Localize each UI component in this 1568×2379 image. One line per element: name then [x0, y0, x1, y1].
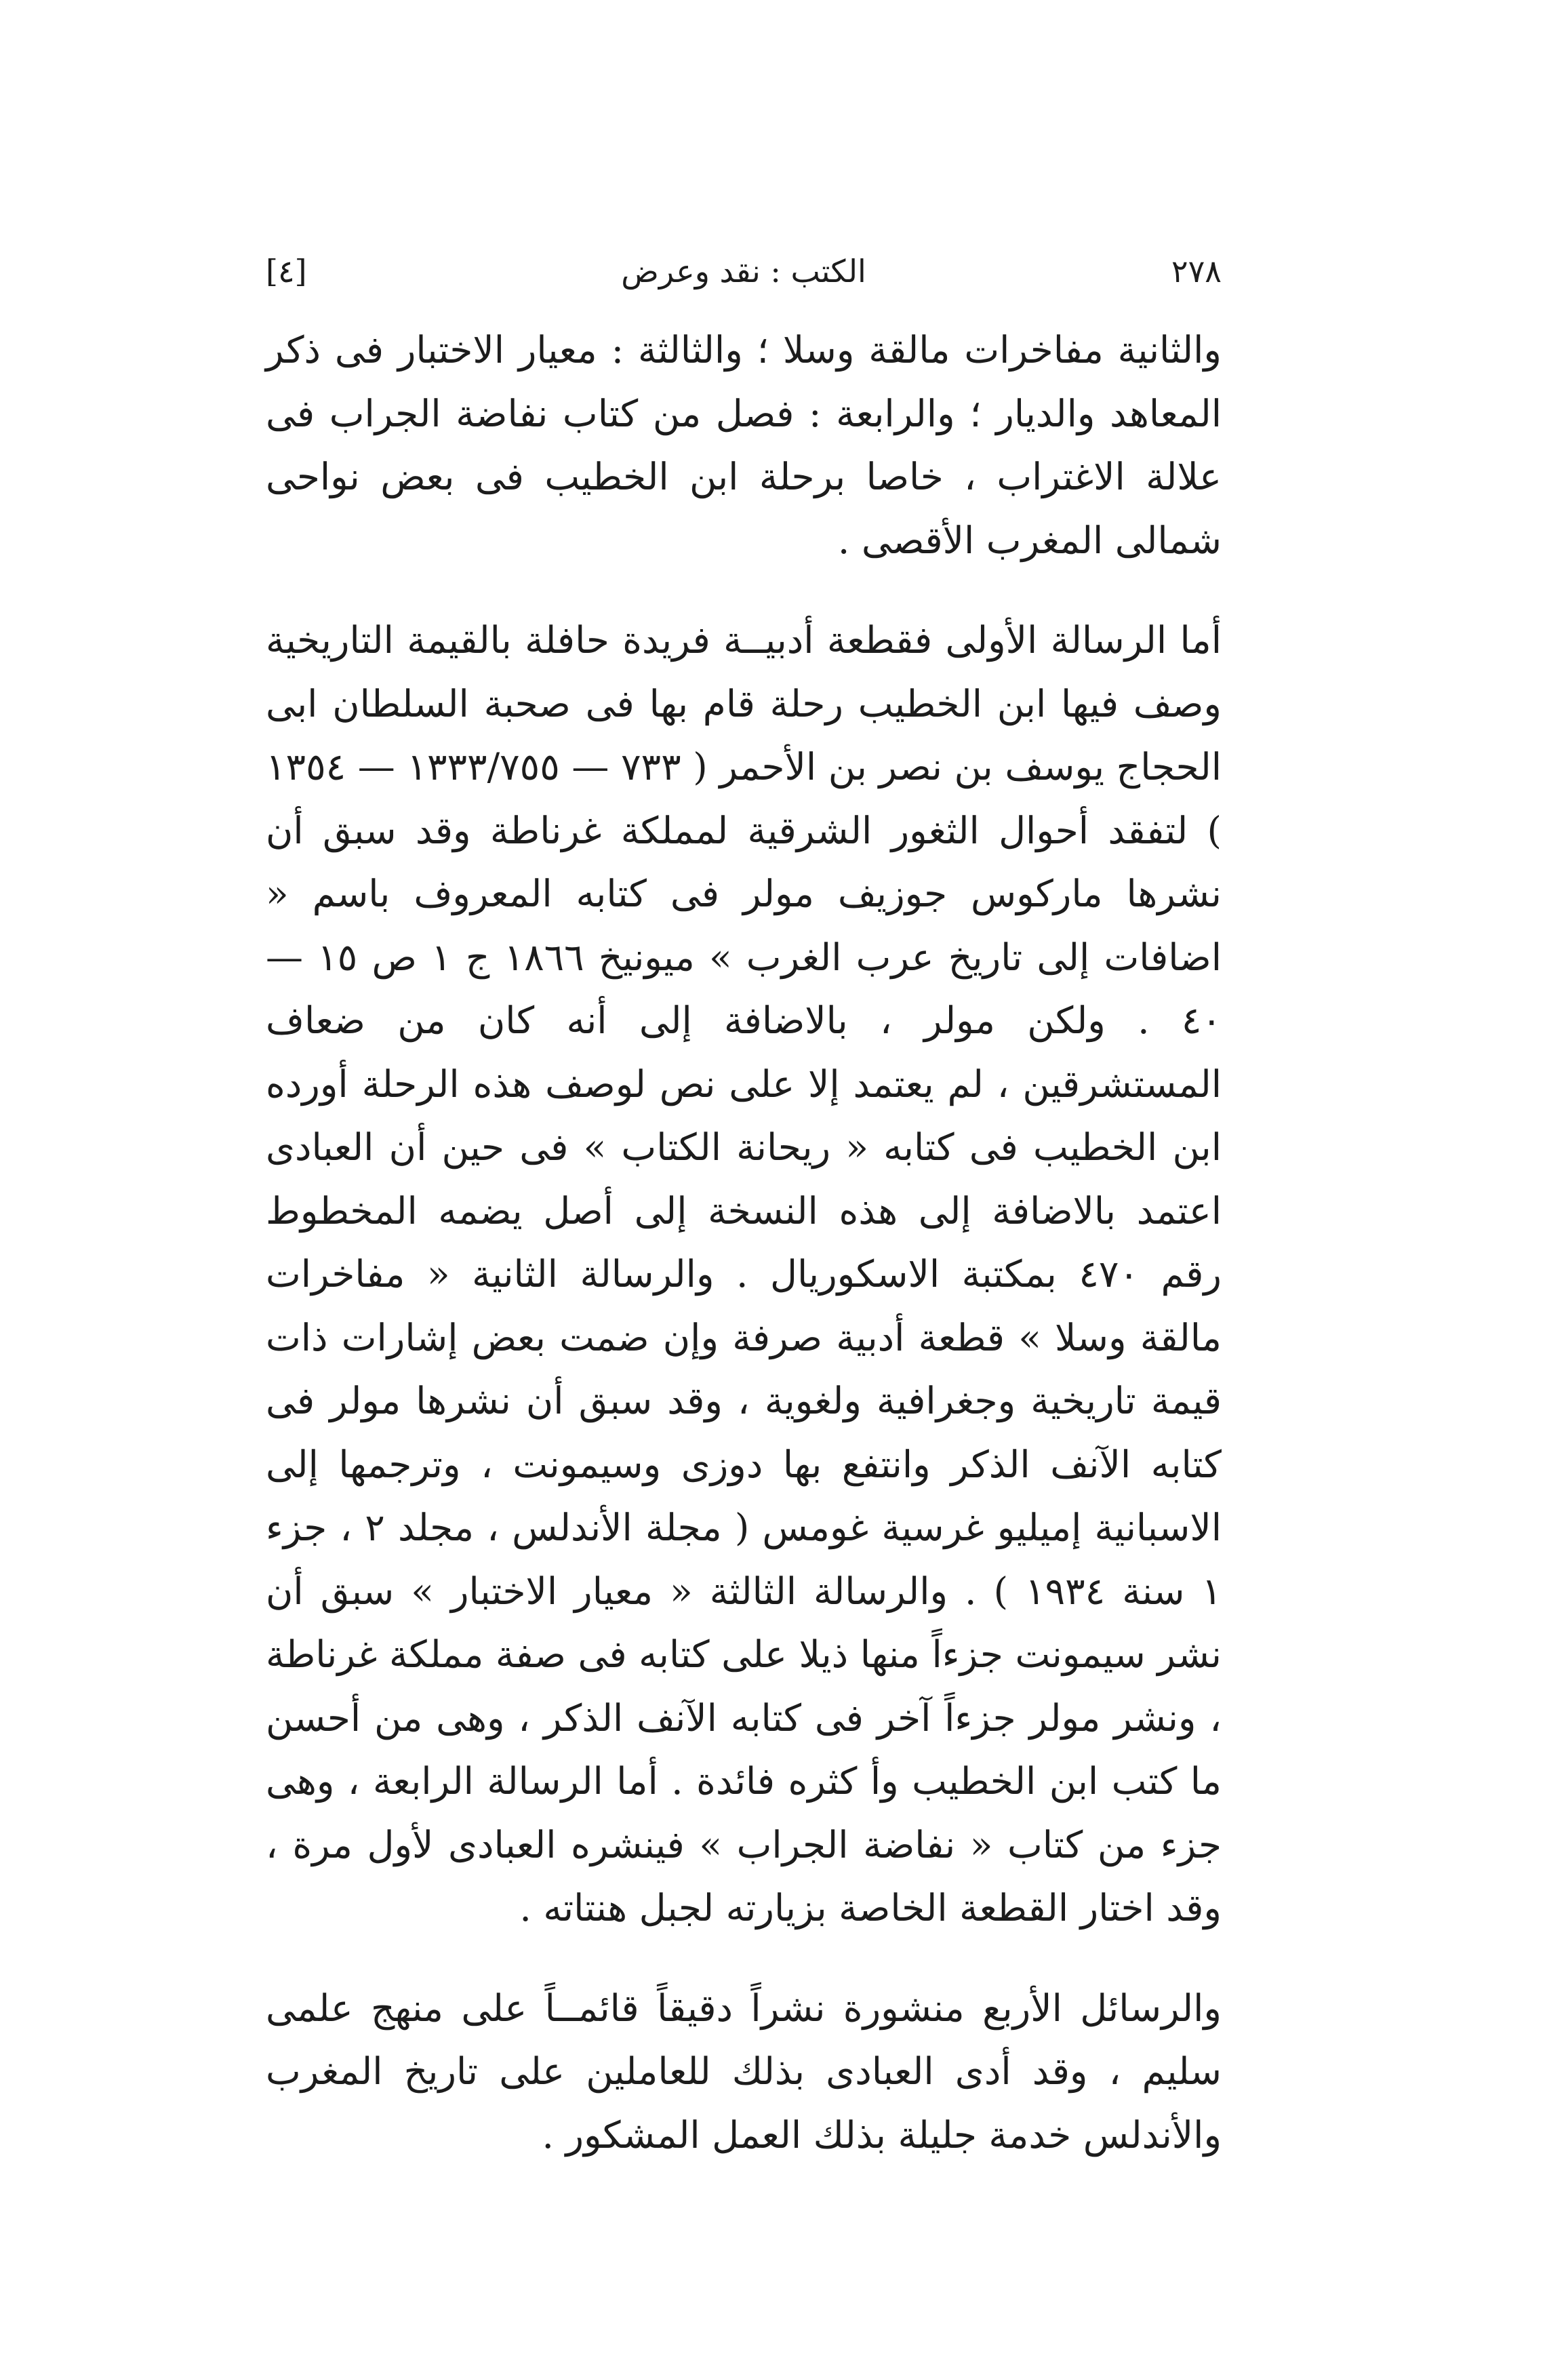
- running-title: الكتب : نقد وعرض: [621, 253, 866, 289]
- body-text: [266, 319, 1222, 2167]
- running-header: [266, 244, 1222, 298]
- page-number: ٢٧٨: [1171, 253, 1222, 289]
- paragraph-first-letter: أما الرسالة الأولى فقطعة أدبيــة فريدة حافلة بالقيمة التاريخية وصف فيها ابن الخطيب رحلة قام بها فى صحبة السلطان ابى الحجاج يوسف بن نصر بن الأحمر ( ٧٣٣ — ١٣٣٣/٧٥٥ — ١٣٥٤ ) لتفقد أحوال الثغور الشرقية لمملكة غرناطة وقد سبق أن نشرها ماركوس جوزيف مولر فى كتابه المعروف باسم « اضافات إلى تاريخ عرب الغرب » ميونيخ ١٨٦٦ ج ١ ص ١٥ — ٤٠ . ولكن مولر ، بالاضافة إلى أنه كان من ضعاف المستشرقين ، لم يعتمد إلا على نص لوصف هذه الرحلة أورده ابن الخطيب فى كتابه « ريحانة الكتاب » فى حين أن العبادى اعتمد بالاضافة إلى هذه النسخة إلى أصل يضمه المخطوط رقم ٤٧٠ بمكتبة الاسكوريال . والرسالة الثانية « مفاخرات مالقة وسلا » قطعة أدبية صرفة وإن ضمت بعض إشارات ذات قيمة تاريخية وجغرافية ولغوية ، وقد سبق أن نشرها مولر فى كتابه الآنف الذكر وانتفع بها دوزى وسيمونت ، وترجمها إلى الاسبانية إميليو غرسية غومس ( مجلة الأندلس ، مجلد ٢ ، جزء ١ سنة ١٩٣٤ ) . والرسالة الثالثة « معيار الاختبار » سبق أن نشر سيمونت جزءاً منها ذيلا على كتابه فى صفة مملكة غرناطة ، ونشر مولر جزءاً آخر فى كتابه الآنف الذكر ، وهى من أحسن ما كتب ابن الخطيب وأ كثره فائدة . أما الرسالة الرابعة ، وهى جزء من كتاب « نفاضة الجراب » فينشره العبادى لأول مرة ، وقد اختار القطعة الخاصة بزيارته لجبل هنتاته .: [266, 618, 1222, 1930]
- paragraph-conclusion: والرسائل الأربع منشورة نشراً دقيقاً قائمــاً على منهج علمى سليم ، وقد أدى العبادى بذلك للعاملين على تاريخ المغرب والأندلس خدمة جليلة بذلك العمل المشكور .: [266, 1986, 1222, 2157]
- section-mark: [٤]: [266, 253, 307, 289]
- paragraph-continuation: والثانية مفاخرات مالقة وسلا ؛ والثالثة : معيار الاختبار فى ذكر المعاهد والديار ؛ والرابعة : فصل من كتاب نفاضة الجراب فى علالة الاغتراب ، خاصا برحلة ابن الخطيب فى بعض نواحى شمالى المغرب الأقصى .: [266, 328, 1222, 562]
